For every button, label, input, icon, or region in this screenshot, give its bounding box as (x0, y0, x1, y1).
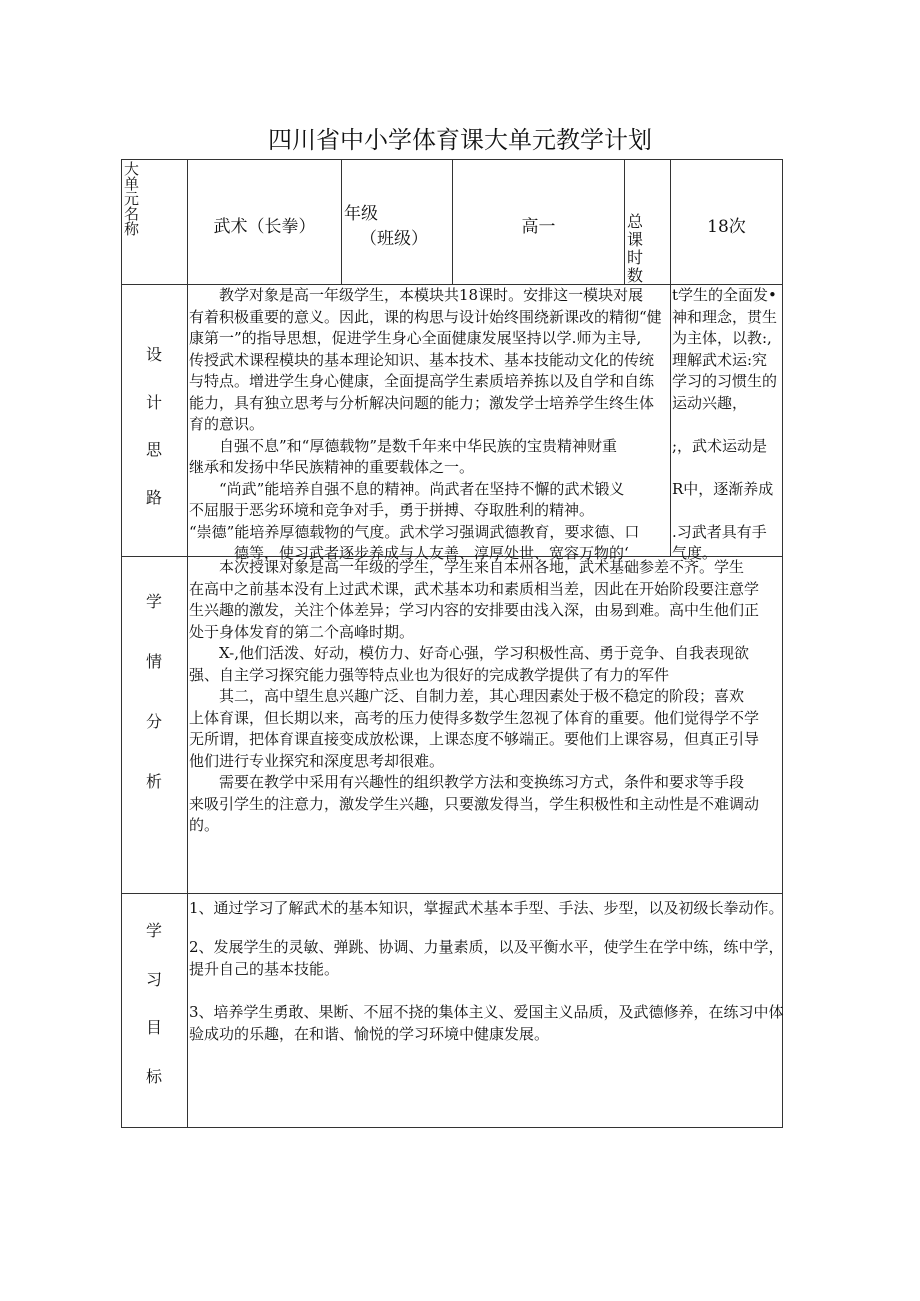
label-char: 析 (145, 771, 162, 791)
text-line: 学习的习惯生的 (672, 372, 778, 390)
text-line: 处于身体发育的第二个高峰时期。 (189, 622, 415, 641)
text-line: 教学对象是高一年级学生，本模块共18课时。安排这一模块对展 (189, 286, 644, 304)
text-line: 无所谓，把体育课直接变成放松课，上课态度不够端正。要他们上课容易，但真正引导 (189, 730, 760, 748)
analysis-text (189, 557, 782, 837)
text-line: 生兴趣的激发，关注个体差异；学习内容的安排要由浅入深，由易到难。高中生他们正 (189, 601, 760, 619)
text-line: 育的意识。 (189, 415, 265, 433)
text-line: 本次授课对象是高一年级的学生，学生来自本州各地，武术基础参差不齐。学生 (189, 558, 745, 576)
text-line: 德等，使习武者逐步养成与人友善、淳厚处世、宽容万物的‘ (189, 544, 629, 562)
goal-item: 3、培养学生勇敢、果断、不屈不挠的集体主义、爱国主义品质，及武德修养，在练习中体验成功的乐趣，在和谐、愉悦的学习环境中健康发展。 (189, 1003, 784, 1043)
text-line: 理解武术运:究 (672, 350, 768, 369)
column-divider (187, 159, 188, 1128)
label-char: 路 (145, 487, 162, 507)
label-char: 习 (145, 969, 162, 989)
text-line: 上体育课，但长期以来，高考的压力使得多数学生忽视了体育的重要。他们觉得学不学 (189, 708, 760, 727)
label-char: 学 (145, 920, 162, 940)
text-line: 在高中之前基本没有上过武术课，武术基本功和素质相当差，因此在开始阶段要注意学 (189, 579, 760, 598)
text-line: 与特点。增进学生身心健康，全面提高学生素质培养拣以及自学和自练 (189, 372, 655, 390)
text-line (672, 414, 782, 436)
unit-name-value: 武术（长拳） (213, 217, 316, 237)
text-line: 传授武术课程模块的基本理论知识、基本技术、基本技能动文化的传统 (189, 350, 655, 369)
label-char: 标 (145, 1067, 162, 1087)
design-side-text (672, 285, 782, 565)
label-char: 单 (124, 175, 140, 193)
text-line: R中，逐渐养成 (672, 479, 774, 498)
row-divider (121, 893, 783, 894)
column-divider (624, 159, 625, 284)
label-char: 名 (124, 205, 140, 223)
text-line: 康第一”的指导思想，促进学生身心全面健康发展坚持以学.师为主导, (189, 329, 642, 347)
text-line: 神和理念，贯生 (672, 307, 778, 326)
label-char: 目 (145, 1018, 162, 1038)
label-char: 思 (145, 440, 162, 460)
page-title: 四川省中小学体育课大单元教学计划 (268, 126, 652, 154)
unit-name-label (124, 162, 144, 237)
text-line: ;，武术运动是 (672, 436, 768, 455)
design-text (189, 285, 669, 565)
label-char: 计 (145, 392, 162, 412)
class-label: （班级） (360, 229, 428, 249)
goals-label (121, 905, 187, 1100)
grade-label: 年级 (344, 204, 378, 224)
text-line: 来吸引学生的注意力，激发学生兴趣，只要激发得当，学生积极性和主动性是不难调动 (189, 794, 760, 813)
design-label (121, 330, 187, 520)
text-line: 继承和发扬中华民族精神的重要载体之一。 (189, 458, 475, 476)
total-hours-value: 18次 (707, 217, 746, 237)
label-char: 元 (124, 190, 140, 208)
text-line: 有着积极重要的意义。因此，课的构思与设计始终围绕新课改的精彻“健 (189, 307, 662, 326)
analysis-label (121, 570, 187, 810)
text-line: t学生的全面发• (672, 286, 777, 304)
goal-item: 2、发展学生的灵敏、弹跳、协调、力量素质，以及平衡水平，使学生在学中练，练中学，提升自己的基本技能。 (189, 938, 784, 978)
text-line: 强、自主学习探究能力强等特点业也为很好的完成教学提供了有力的军件 (189, 665, 670, 684)
text-line: 为主体，以教:, (672, 329, 772, 347)
text-line: 其二，高中望生息兴趣广泛、自制力差，其心理因素处于极不稳定的阶段；喜欢 (189, 687, 745, 705)
label-char: 情 (145, 651, 162, 671)
total-hours-label (627, 213, 643, 285)
text-line: “崇德”能培养厚德载物的气度。武术学习强调武德教育，要求德、口 (189, 522, 640, 541)
label-char: 学 (145, 591, 162, 611)
grade-value: 高一 (521, 217, 556, 237)
text-line: 运动兴趣， (672, 393, 748, 412)
label-char: 大 (124, 160, 140, 178)
label-char: 称 (124, 220, 140, 238)
text-line: 需要在教学中采用有兴趣性的组织教学方法和变换练习方式，条件和要求等手段 (189, 773, 745, 791)
table-border (782, 159, 783, 1128)
text-line: 不屈服于恶劣环境和竞争对手，勇于拼搏、夺取胜利的精神。 (189, 501, 595, 519)
text-line: X-,他们活泼、好动，模仿力、好奇心强，学习积极性高、勇于竞争、自我表现欲 (189, 644, 749, 662)
table-border (121, 1127, 783, 1128)
text-line: 的。 (189, 816, 220, 834)
text-line: .习武者具有手 (672, 522, 767, 541)
goal-item: 1、通过学习了解武术的基本知识，掌握武术基本手型、手法、步型，以及初级长拳动作。 (189, 899, 784, 917)
text-line: “尚武”能培养自强不息的精神。尚武者在坚持不懈的武术锻义 (189, 479, 625, 498)
text-line (672, 457, 782, 479)
label-char: 分 (145, 711, 162, 731)
text-line: 他们进行专业探究和深度思考却很难。 (189, 751, 445, 770)
label-char: 时 (627, 248, 644, 267)
label-char: 课 (627, 230, 644, 249)
text-line: 自强不息”和“厚德载物”是数千年来中华民族的宝贵精神财重 (189, 436, 618, 455)
text-line: 能力，具有独立思考与分析解决问题的能力；激发学士培养学生终生体 (189, 393, 655, 412)
text-line: 气度。 (672, 544, 718, 562)
label-char: 设 (145, 345, 162, 365)
text-line (672, 500, 782, 522)
label-char: 数 (627, 266, 644, 285)
label-char: 总 (627, 212, 644, 231)
column-divider (341, 159, 342, 284)
